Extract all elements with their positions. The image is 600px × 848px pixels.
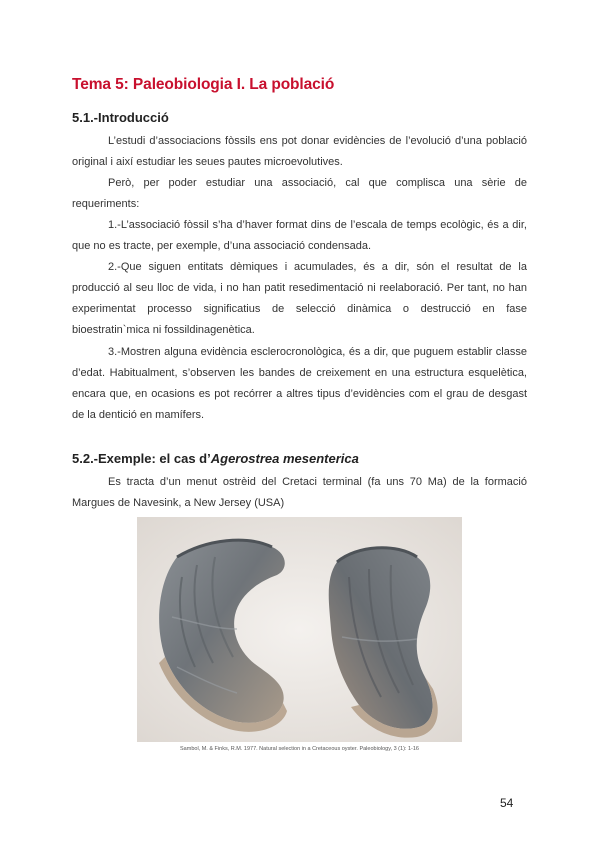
page-number: 54	[500, 796, 514, 810]
section-heading-exemple	[72, 451, 359, 466]
paragraph-1: L’estudi d’associacions fòssils ens pot donar evidències de l’evolució d’una població original i així estudiar les seues pautes microevolutives.	[72, 135, 527, 168]
requirement-1: 1.-L’associació fòssil s’ha d’haver format dins de l’escala de temps ecològic, és a dir, que no es tracte, per exemple, d’una associació condensada.	[72, 219, 527, 252]
species-name: Agerostrea mesenterica	[210, 451, 359, 466]
requirement-3: 3.-Mostren alguna evidència esclerocronològica, és a dir, que puguem establir classe d’edat. Habitualment, s’observen les bandes de creixement en una estructura esquelètica, encara que, en ocasions es pot recórrer a altres tipus d’evidències com el grau de desgast de la dentició en mamífers.	[72, 346, 527, 421]
page-title: Tema 5: Paleobiologia I. La població	[72, 76, 335, 93]
section-heading-introduccio: 5.1.-Introducció	[72, 110, 169, 125]
requirement-2: 2.-Que siguen entitats dèmiques i acumulades, és a dir, són el resultat de la producció al seu lloc de vida, i no han patit resedimentació ni reelaboració. Per tant, no han experimentat processo significatius de selecció dinàmica o destrucció en fase bioestratin`mica ni fossildinagenètica.	[72, 261, 527, 336]
oyster-fossils-photo	[137, 517, 462, 742]
paragraph-exemple: Es tracta d’un menut ostrèid del Cretaci terminal (fa uns 70 Ma) de la formació Margues de Navesink, a New Jersey (USA)	[72, 476, 527, 509]
section-heading-exemple-prefix: 5.2.-Exemple: el cas d’	[72, 451, 211, 466]
figure-caption: Sambol, M. & Finks, R.M. 1977. Natural selection in a Cretaceous oyster. Paleobiology, 3 (1): 1-16	[180, 746, 419, 752]
paragraph-2: Però, per poder estudiar una associació, cal que complisca una sèrie de requeriments:	[72, 177, 527, 210]
